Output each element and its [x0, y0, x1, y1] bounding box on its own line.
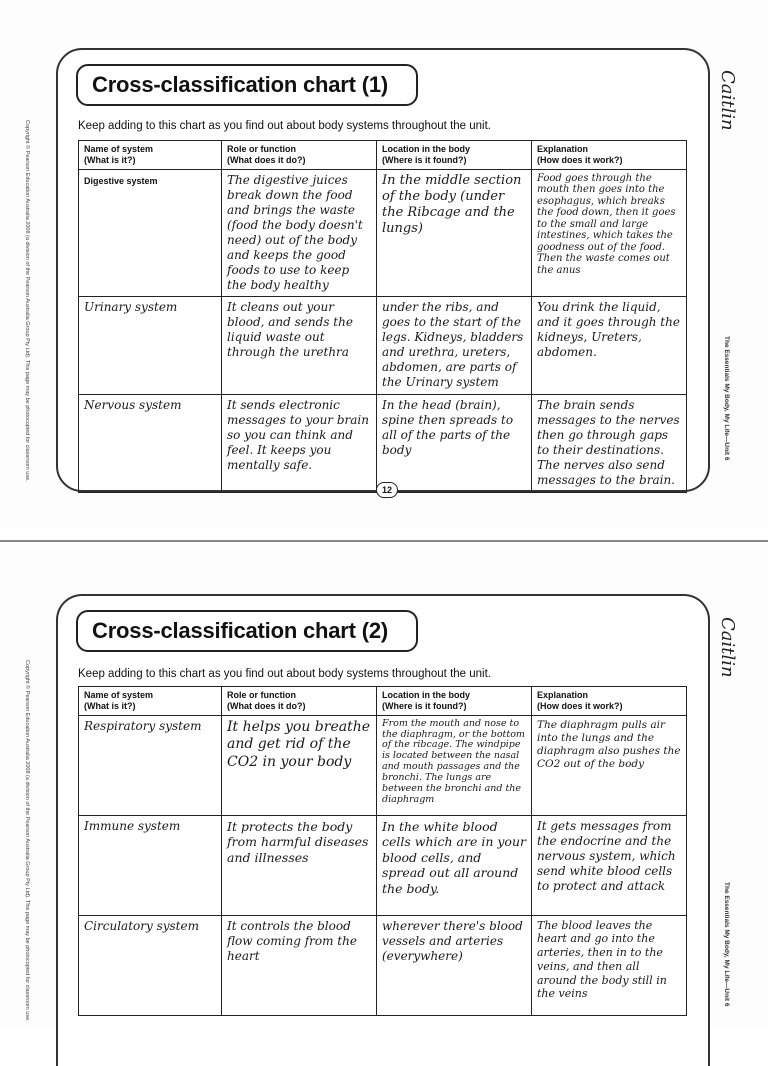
student-signature: Caitlin [717, 70, 738, 131]
cell-explanation: Food goes through the mouth then goes into the esophagus, which breaks the food down, then it goes to the small and large intestines, which takes the goodness out of the food. Then the waste comes out the anus [532, 169, 687, 296]
header-row [79, 687, 687, 716]
cell-role: The digestive juices break down the food and brings the waste (food the body doesn't need) out of the body and keeps the good foods to use to keep the body healthy [222, 169, 377, 296]
cell-role: It helps you breathe and get rid of the CO2 in your body [222, 715, 377, 815]
table-row [79, 815, 687, 915]
header-role: Role or function (What does it do?) [222, 141, 377, 170]
page-number: 12 [376, 482, 398, 498]
header-name: Name of system (What is it?) [79, 687, 222, 716]
instruction-text: Keep adding to this chart as you find out about body systems throughout the unit. [78, 120, 491, 132]
chart-frame [56, 594, 710, 1066]
table-row [79, 715, 687, 815]
instruction-text: Keep adding to this chart as you find out about body systems throughout the unit. [78, 668, 491, 680]
worksheet-page-1 [0, 0, 768, 528]
cell-explanation: It gets messages from the endocrine and the nervous system, which send white blood cells to protect and attack [532, 815, 687, 915]
header-location: Location in the body (Where is it found?) [377, 687, 532, 716]
cell-name: Circulatory system [79, 915, 222, 1015]
cell-location: under the ribs, and goes to the start of the legs. Kidneys, bladders and urethra, ureters, abdomen, are parts of the Urinary system [377, 296, 532, 394]
header-explanation: Explanation (How does it work?) [532, 687, 687, 716]
table-row [79, 915, 687, 1015]
table-row [79, 296, 687, 394]
cell-explanation: The diaphragm pulls air into the lungs and the diaphragm also pushes the CO2 out of the body [532, 715, 687, 815]
student-signature: Caitlin [717, 617, 738, 678]
chart-frame [56, 48, 710, 495]
cell-name: Respiratory system [79, 715, 222, 815]
header-row [79, 141, 687, 170]
cell-explanation: The blood leaves the heart and go into the arteries, then in to the veins, and then all around the body still in the veins [532, 915, 687, 1015]
page-title: Cross-classification chart (2) [76, 610, 418, 652]
cell-explanation: You drink the liquid, and it goes through the kidneys, Ureters, abdomen. [532, 296, 687, 394]
cell-name: Digestive system [79, 169, 222, 296]
cell-explanation: The brain sends messages to the nerves then go through gaps to their destinations. The nerves also send messages to the brain. [532, 394, 687, 492]
cross-classification-table [78, 140, 687, 493]
cell-name: Urinary system [79, 296, 222, 394]
book-footer: The Essentials My Body, My Life—Unit 6 [723, 882, 730, 1007]
cell-location: In the head (brain), spine then spreads to all of the parts of the body [377, 394, 532, 492]
cell-location: In the white blood cells which are in your blood cells, and spread out all around the body. [377, 815, 532, 915]
header-role: Role or function (What does it do?) [222, 687, 377, 716]
cell-location: In the middle section of the body (under the Ribcage and the lungs) [377, 169, 532, 296]
cell-role: It protects the body from harmful diseases and illnesses [222, 815, 377, 915]
header-location: Location in the body (Where is it found?) [377, 141, 532, 170]
cell-name: Immune system [79, 815, 222, 915]
table-row [79, 394, 687, 492]
cell-role: It cleans out your blood, and sends the liquid waste out through the urethra [222, 296, 377, 394]
cell-location: wherever there's blood vessels and arteries (everywhere) [377, 915, 532, 1015]
book-footer: The Essentials My Body, My Life—Unit 6 [723, 336, 730, 461]
cell-location: From the mouth and nose to the diaphragm, or the bottom of the ribcage. The windpipe is located between the nasal and mouth passages and the bronchi. The lungs are between the bronchi and the diaphragm [377, 715, 532, 815]
table-row [79, 169, 687, 296]
cell-name: Nervous system [79, 394, 222, 492]
cell-role: It sends electronic messages to your brain so you can think and feel. It keeps you mentally safe. [222, 394, 377, 492]
worksheet-page-2 [0, 540, 768, 1026]
copyright-note: Copyright © Pearson Education Australia 2008 (a division of the Pearson Australia Group Pty Ltd). This page may be photocopied for classroom use. [24, 660, 30, 1022]
copyright-note: Copyright © Pearson Education Australia 2008 (a division of the Pearson Australia Group Pty Ltd). This page may be photocopied for classroom use. [24, 120, 30, 482]
page-title: Cross-classification chart (1) [76, 64, 418, 106]
cross-classification-table [78, 686, 687, 1016]
header-name: Name of system (What is it?) [79, 141, 222, 170]
header-explanation: Explanation (How does it work?) [532, 141, 687, 170]
cell-role: It controls the blood flow coming from the heart [222, 915, 377, 1015]
